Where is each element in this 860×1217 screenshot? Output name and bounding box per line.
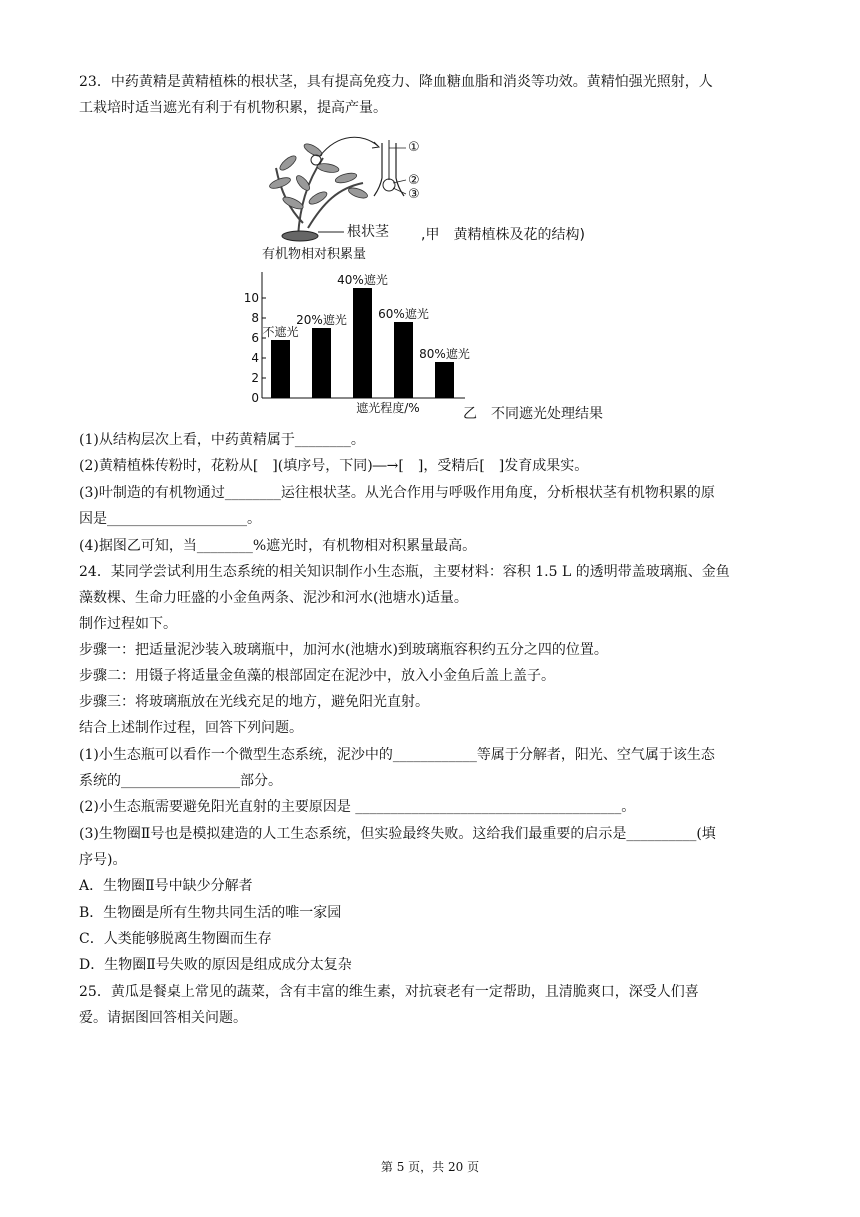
q24-option-a: A．生物圈Ⅱ号中缺少分解者 [79, 878, 253, 894]
bar [394, 322, 413, 398]
q24-step3: 步骤三：将玻璃瓶放在光线充足的地方，避免阳光直射。 [79, 694, 429, 710]
q24-intro-line2: 藻数棵、生命力旺盛的小金鱼两条、泥沙和河水(池塘水)适量。 [79, 590, 468, 606]
figure-a-caption: ,甲 黄精植株及花的结构) [421, 227, 585, 243]
page-footer: 第 5 页，共 20 页 [380, 1160, 480, 1174]
marker-3: ③ [408, 187, 420, 202]
y-tick-label: 0 [251, 391, 259, 405]
q24-sub1-line1: (1)小生态瓶可以看作一个微型生态系统，泥沙中的____________等属于分解者，阳光、空气属于该生态 [79, 747, 715, 763]
q23-sub1: (1)从结构层次上看，中药黄精属于________。 [79, 432, 365, 448]
q23-intro-line2: 工栽培时适当遮光有利于有机物积累，提高产量。 [79, 100, 387, 116]
marker-1: ① [408, 140, 420, 155]
marker-2: ② [408, 173, 420, 188]
y-tick-label: 4 [251, 351, 259, 365]
q23-sub4: (4)据图乙可知，当________%遮光时，有机物相对积累量最高。 [79, 538, 477, 554]
q23-sub3-line2: 因是____________________。 [79, 511, 261, 527]
q25-intro-line1: 25．黄瓜是餐桌上常见的蔬菜，含有丰富的维生素，对抗衰老有一定帮助，且清脆爽口，深受人们喜 [79, 984, 699, 1000]
q23-sub3-line1: (3)叶制造的有机物通过________运往根状茎。从光合作用与呼吸作用角度，分析根状茎有机物积累的原 [79, 485, 715, 501]
q24-step1: 步骤一：把适量泥沙装入玻璃瓶中，加河水(池塘水)到玻璃瓶容积约五分之四的位置。 [79, 642, 608, 658]
y-tick-label: 10 [243, 291, 259, 305]
bar-label: 20%遮光 [296, 313, 347, 327]
q24-process: 制作过程如下。 [79, 616, 177, 632]
bar [353, 288, 372, 398]
q24-option-b: B．生物圈是所有生物共同生活的唯一家园 [79, 905, 342, 921]
q23-sub2: (2)黄精植株传粉时，花粉从[ ](填序号，下同)―→[ ]，受精后[ ]发育成果实。 [79, 458, 589, 474]
bar [312, 328, 331, 398]
y-tick-label: 8 [251, 311, 259, 325]
q24-sub2: (2)小生态瓶需要避免阳光直射的主要原因是 ______________________________________。 [79, 799, 636, 815]
bar-label: 40%遮光 [337, 273, 388, 287]
x-axis-label: 遮光程度/% [356, 401, 420, 415]
y-tick-label: 2 [251, 371, 259, 385]
y-axis-label: 有机物相对积累量 [262, 247, 367, 262]
y-tick-label: 6 [251, 331, 259, 345]
bar-label: 60%遮光 [378, 307, 429, 321]
shading-bar-chart [240, 244, 480, 416]
q24-sub3-line1: (3)生物圈Ⅱ号也是模拟建造的人工生态系统，但实验最终失败。这给我们最重要的启示是__________(填 [79, 826, 716, 842]
bar [271, 340, 290, 398]
q24-step2: 步骤二：用镊子将适量金鱼藻的根部固定在泥沙中，放入小金鱼后盖上盖子。 [79, 668, 555, 684]
bar-label: 不遮光 [262, 325, 299, 339]
q25-intro-line2: 爱。请据图回答相关问题。 [79, 1010, 247, 1026]
bar [435, 362, 454, 398]
q24-sub1-line2: 系统的_________________部分。 [79, 773, 282, 789]
figure-b-caption: 乙 不同遮光处理结果 [463, 406, 603, 422]
rhizome-label: 根状茎 [347, 224, 389, 240]
q24-option-c: C．人类能够脱离生物圈而生存 [79, 931, 272, 947]
q23-intro-line1: 23．中药黄精是黄精植株的根状茎，具有提高免疫力、降血糖血脂和消炎等功效。黄精怕强光照射，人 [79, 74, 713, 90]
q24-option-d: D．生物圈Ⅱ号失败的原因是组成成分太复杂 [79, 957, 352, 973]
q24-intro-line1: 24．某同学尝试利用生态系统的相关知识制作小生态瓶，主要材料：容积 1.5 L 的透明带盖玻璃瓶、金鱼 [79, 564, 730, 580]
q24-combine: 结合上述制作过程，回答下列问题。 [79, 720, 303, 736]
bar-label: 80%遮光 [419, 347, 470, 361]
q24-sub3-line2: 序号)。 [79, 852, 127, 868]
